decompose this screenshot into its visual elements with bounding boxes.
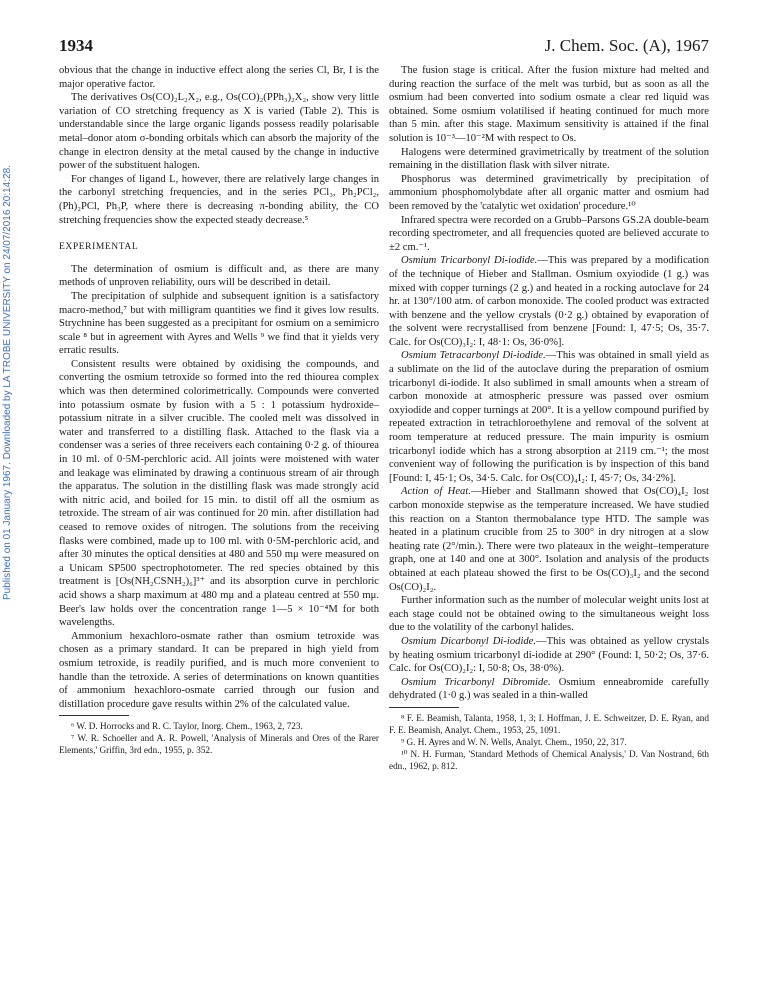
subsection-title: Action of Heat. <box>401 486 471 498</box>
paragraph: The precipitation of sulphide and subsequent ignition is a satisfactory macro-method,⁷ but with milligram quantities we find it gives low results. Strychnine has been suggested as a precipitant for osmium on a semimicro scale ⁸ but in agreement with Ayres and Wells ⁹ we find that it yields very erratic results. <box>59 290 379 357</box>
footnote: ⁷ W. R. Schoeller and A. R. Powell, 'Analysis of Minerals and Ores of the Rarer Elements,' Griffin, 3rd edn., 1955, p. 352. <box>59 733 379 756</box>
subsection-title: Osmium Tricarbonyl Dibromide. <box>401 676 551 688</box>
paragraph <box>389 485 709 594</box>
paragraph: Consistent results were obtained by oxidising the compounds, and converting the osmium tetroxide so formed into the red thiourea complex which was then determined colorimetrically. Compounds were converted into potassium osmate by fusion with a 5 : 1 potassium hydroxide–potassium nitrate in a silver crucible. The cooled melt was dissolved in water and transferred to a distilling flask. Attached to the flask via a condenser was a series of three receivers each containing 0·2 g. of thiourea in 10 ml. of 0·5M-perchloric acid. All joints were moistened with water and leakage was eliminated by drawing a continuous stream of air through the apparatus. The solution in the distilling flask was made strongly acid with nitric acid, and boiled for 15 min. to distil off all the osmium as tetroxide. The stream of air was continued for 20 min. after distillation had ceased to remove oxides of nitrogen. The solutions from the receiving flasks were combined, made up to 100 ml. with 0·5M-perchloric acid, and after 30 minutes the optical densities at 480 and 550 mμ were measured on a Unicam SP500 spectrophotometer. The red species obtained by this treatment is [Os(NH₂CSNH₂)₆]³⁺ and its absorption curve in perchloric acid shows a sharp maximum at 480 mμ and a plateau centred at 550 mμ. Beer's law holds over the concentration range 1—5 × 10⁻⁴M for both wavelengths. <box>59 358 379 629</box>
paragraph: The determination of osmium is difficult and, as there are many methods of unproven reliability, ours will be described in detail. <box>59 263 379 289</box>
paragraph <box>389 254 709 349</box>
paragraph: For changes of ligand L, however, there are relatively large changes in the carbonyl stretching frequencies, and in the series PCl₃, Ph₂PCl₂, (Ph)₂PCl, Ph₃P, where there is decreasing π-bonding ability, the CO stretching frequencies show the expected steady decrease.⁵ <box>59 173 379 226</box>
paragraph: Infrared spectra were recorded on a Grubb–Parsons GS.2A double-beam recording spectrometer, and all frequencies quoted are believed accurate to ±2 cm.⁻¹. <box>389 214 709 253</box>
paragraph: The fusion stage is critical. After the fusion mixture had melted and during reaction the surface of the melt was turbid, but as soon as all the osmium had been converted into sodium osmate a clear red liquid was obtained. Some osmium volatilised if heating continued for much more than 5 min. after this stage. Maximum sensitivity is attained if the final solution is 10⁻³—10⁻²M with respect to Os. <box>389 65 709 144</box>
paragraph: Further information such as the number of molecular weight units lost at each stage could not be obtained owing to the simultaneous weight loss due to the volatility of the carbonyl halides. <box>389 595 709 634</box>
paragraph <box>389 349 709 485</box>
paragraph-text: Osmium enneabromide carefully dehydrated (1·0 g.) was sealed in a thin-walled <box>389 676 709 702</box>
subsection-title: Osmium Tetracarbonyl Di-iodide. <box>401 350 546 362</box>
footnote-rule <box>59 715 129 716</box>
paragraph: Halogens were determined gravimetrically by treatment of the solution remaining in the distillation flask with silver nitrate. <box>389 146 709 172</box>
download-watermark[interactable]: Published on 01 January 1967. Downloaded by LA TROBE UNIVERSITY on 24/07/2016 20:14:28. <box>2 165 13 600</box>
paragraph <box>389 676 709 703</box>
paragraph-text: —Hieber and Stallmann showed that Os(CO)₄I₂ lost carbon monoxide stepwise as the temperature increased. We have studied this reaction on a Stanton thermobalance type HTD. The sample was heated in a platinum crucible from 25 to 300° in dry nitrogen at a slow heating rate (2°/min.). There were two plateaux in the weight–temperature graph, one at 140 and one at 300°. Isolation and analysis of the products obtained at each plateau showed the first to be Os(CO)₃I₂ and the second Os(CO)₂I₂. <box>389 486 709 593</box>
paragraph-text: —This was obtained as yellow crystals by heating osmium tricarbonyl di-iodide at 290° (Found: I, 50·2; Os, 37·6. Calc. for Os(CO)₂I₂: I, 50·8; Os, 38·0%). <box>389 635 709 675</box>
footnote: ⁶ W. D. Horrocks and R. C. Taylor, Inorg. Chem., 1963, 2, 723. <box>71 721 303 732</box>
paragraph-text: —This was obtained in small yield as a sublimate on the lid of the autoclave during the preparation of osmium tricarbonyl di-iodide. It also sublimed in small amounts when a stream of carbon monoxide at atmospheric pressure was passed over osmium oxyiodide and copper turnings at 200°. It is a yellow compound purified by repeated extraction in tetrachloroethylene and removal of the solvent at room temperature at reduced pressure. The main impurity is osmium tricarbonyl iodide which has a strong absorption at 2119 cm.⁻¹; the most convenient way of following the purification is by inspection of this band [Found: I, 45·1; Os, 34·5. Calc. for Os(CO)₄I₂: I, 45·7; Os, 34·2%]. <box>389 350 709 484</box>
page-number: 1934 <box>59 36 93 55</box>
journal-header: J. Chem. Soc. (A), 1967 <box>544 36 709 55</box>
paragraph: The derivatives Os(CO)₂L₂X₂, e.g., Os(CO)₂(PPh₃)₂X₂, show very little variation of CO stretching frequency as X is varied (Table 2). This is understandable since the large organic ligands possess readily polarisable metal–donor atom σ-bonding orbitals which can absorb the majority of the change in electron density at the metal caused by the change in inductive power of the substituent halogen. <box>59 92 379 172</box>
footnote: ¹⁰ N. H. Furman, 'Standard Methods of Chemical Analysis,' D. Van Nostrand, 6th edn., 1962, p. 812. <box>389 748 709 771</box>
subsection-title: Osmium Dicarbonyl Di-iodide. <box>401 635 537 647</box>
left-column <box>59 64 379 756</box>
subsection-title: Osmium Tricarbonyl Di-iodide. <box>401 255 538 267</box>
section-heading: EXPERIMENTAL <box>59 242 139 253</box>
paragraph: Ammonium hexachloro-osmate rather than osmium tetroxide was chosen as a primary standard. It can be prepared in high yield from osmium tetroxide, is readily purified, and is much more convenient to handle than the tetroxide. A series of determinations on known quantities of ammonium hexachloro-osmate carried through our fusion and distillation procedure gave results within 2% of the calculated value. <box>59 630 379 710</box>
footnote: ⁸ F. E. Beamish, Talanta, 1958, 1, 3; I. Hoffman, J. E. Schweitzer, D. E. Ryan, and F. E. Beamish, Analyt. Chem., 1953, 25, 1091. <box>389 712 709 735</box>
footnote-rule <box>389 707 459 708</box>
paragraph: Phosphorus was determined gravimetrically by precipitation of ammonium phosphomolybdate after all organic matter and osmium had been removed by the 'catalytic wet oxidation' procedure.¹⁰ <box>389 173 709 212</box>
paragraph: obvious that the change in inductive effect along the series Cl, Br, I is the major operative factor. <box>59 65 379 90</box>
paragraph <box>389 635 709 676</box>
right-column <box>389 64 709 772</box>
paragraph-text: —This was prepared by a modification of the technique of Hieber and Stallman. Osmium oxyiodide (1 g.) was mixed with copper turnings (2 g.) and heated in a rocking autoclave for 24 hr. at 130°/100 atm. of carbon monoxide. The cooled product was extracted with benzene and the yellow crystals (0·2 g.) obtained by evaporation of the solvent were recrystallised from benzene [Found: I, 47·5; Os, 35·7. Calc. for Os(CO)₃I₂: I, 48·1: Os, 36·0%]. <box>389 255 709 348</box>
footnote: ⁹ G. H. Ayres and W. N. Wells, Analyt. Chem., 1950, 22, 317. <box>401 736 627 747</box>
